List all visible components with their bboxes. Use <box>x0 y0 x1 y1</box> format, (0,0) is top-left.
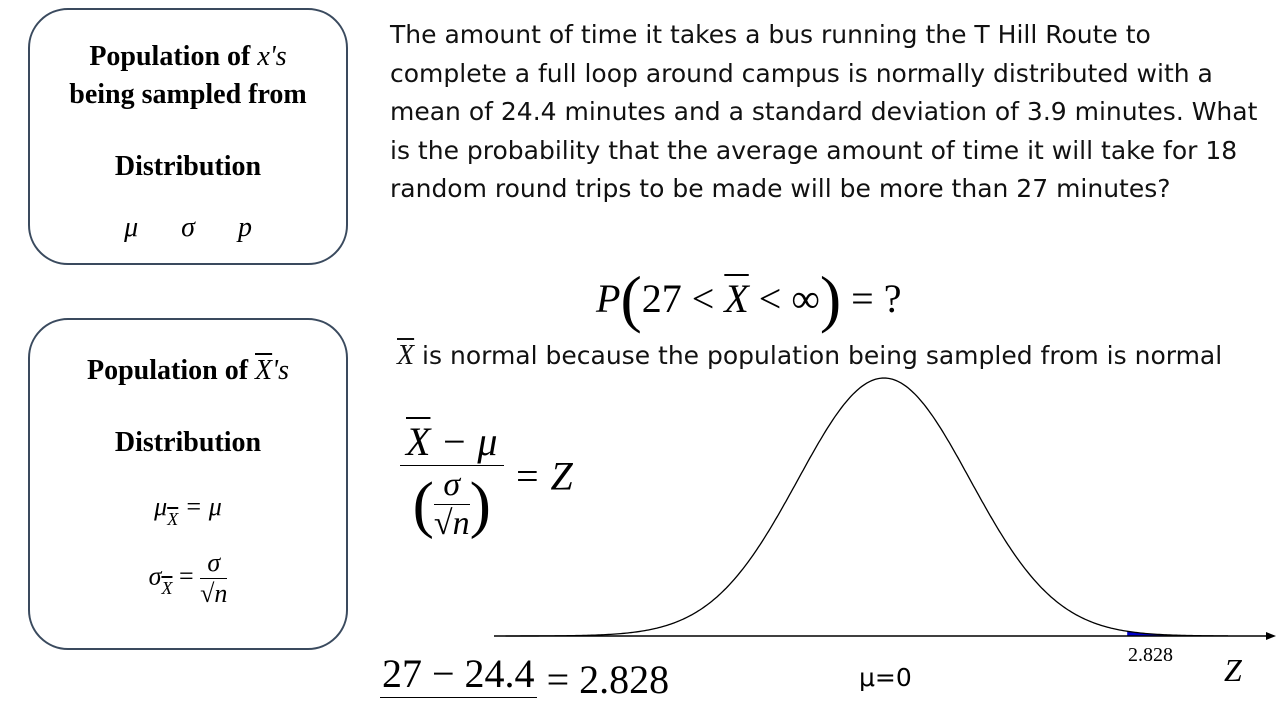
sd-formula: $\sigma_{\overline{X}}$ = $\frac{\sigma}{√n}$ <box>148 548 228 608</box>
probability-equation: $P(27 < \overline{X}$ < ∞) = ? <box>596 263 902 334</box>
z-fraction: $\overline{X} - \mu$ ( $\frac{\sigma}{√n}$ ) <box>400 418 504 543</box>
z-score-formula: $\overline{X} - \mu$ ( $\frac{\sigma}{√n}$ ) = Z <box>400 418 573 543</box>
sampling-title: Population of $\overline{X}'s$ <box>86 355 290 386</box>
bell-curve <box>506 378 1228 636</box>
mu-symbol: μ <box>124 212 139 243</box>
z-cutoff-label: 2.828 <box>1128 644 1173 666</box>
mean-formula: $\mu_{\overline{X}} = \mu$ <box>154 492 222 529</box>
mean-zero-label: μ=0 <box>859 663 912 692</box>
z-calculation: 27 − 24.4 = 2.828 <box>382 651 670 703</box>
normality-note: $\overline{X}$ is normal because the population being sampled from is normal <box>397 340 1223 371</box>
sigma-symbol: σ <box>181 212 195 243</box>
z-axis-label: Z <box>1224 652 1242 688</box>
population-title: Population of x's <box>89 41 287 72</box>
sd-fraction: $\frac{\sigma}{√n}$ <box>200 548 228 608</box>
p-symbol: p <box>237 212 252 243</box>
axis-arrow-icon <box>1266 632 1276 640</box>
population-distribution-label: Distribution <box>114 151 262 182</box>
problem-text: The amount of time it takes a bus running the T Hill Route to complete a full loop around campus is normally distributed with a mean of 24.4 minutes and a standard deviation of 3.9 minutes. What is the probability that the average amount of time it will take for 18 random round trips to be made will be more than 27 minutes? <box>390 20 1258 203</box>
sampling-distribution-label: Distribution <box>114 427 262 458</box>
population-subtitle: being sampled from <box>69 79 307 110</box>
